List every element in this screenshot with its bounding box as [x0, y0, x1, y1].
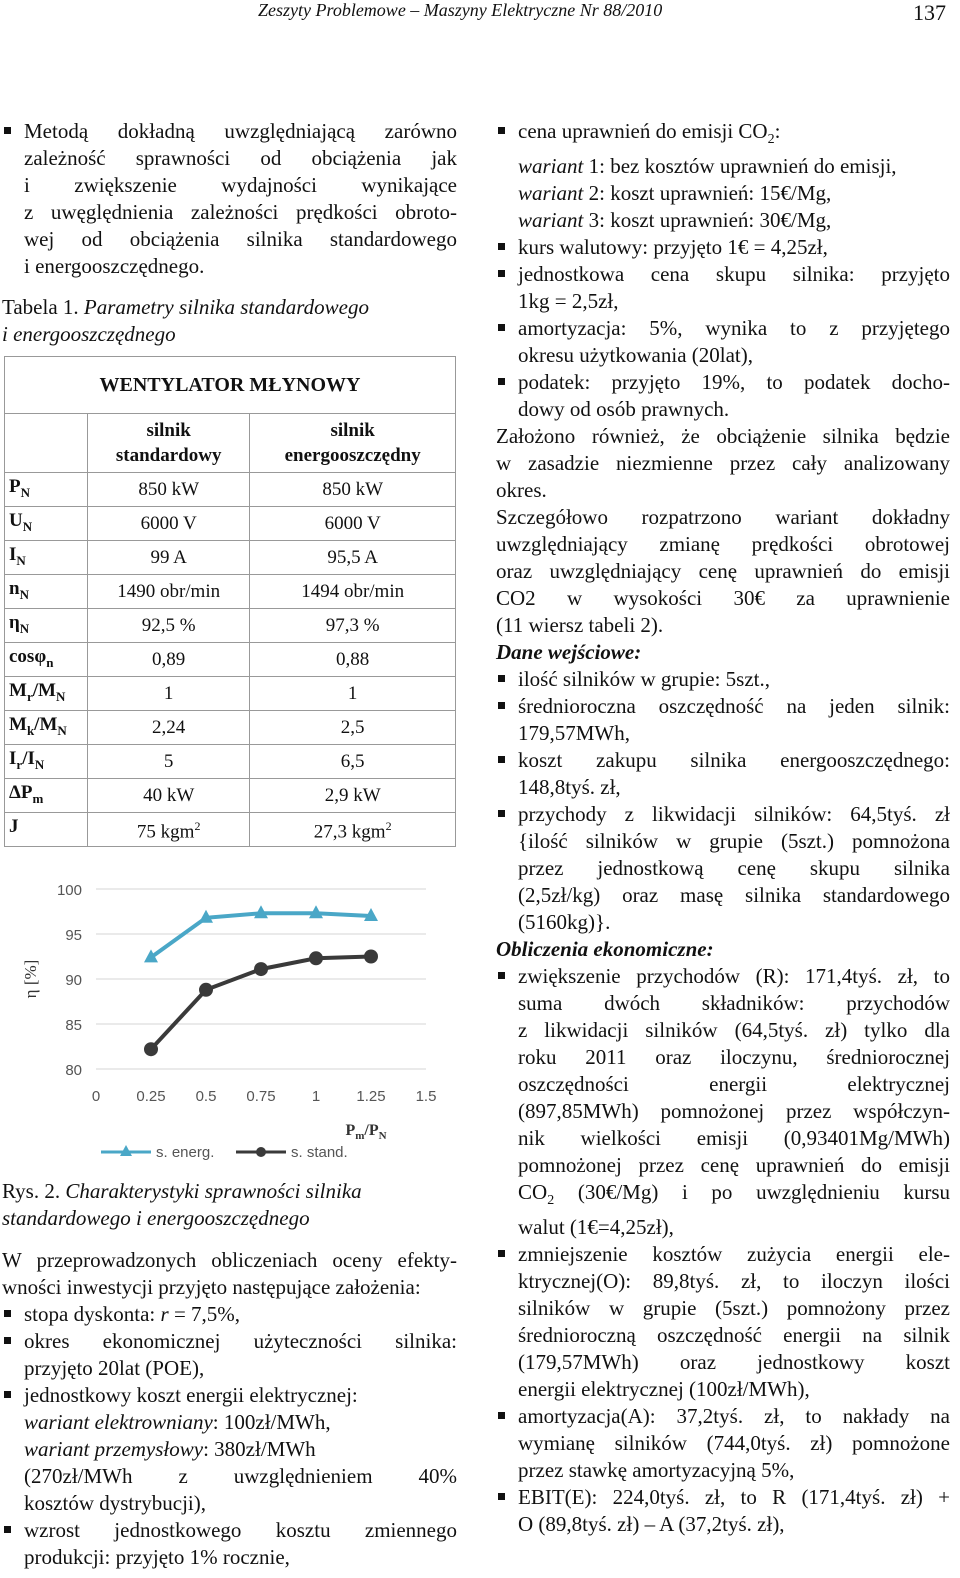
symbol-subscript: N: [19, 586, 29, 602]
param-symbol: [5, 541, 88, 575]
item-line: wzrost jednostkowego kosztu zmiennego: [24, 1518, 457, 1542]
intro-line: z uwęględnienia zależności prędkości obroto-: [24, 200, 457, 224]
value-text: 6000 V: [324, 513, 381, 534]
assumption-item: [2, 1517, 457, 1571]
energy-value: [250, 677, 456, 711]
table-corner: [5, 414, 88, 473]
standard-value: [88, 813, 250, 847]
param-symbol: [5, 779, 88, 813]
standard-value: [88, 711, 250, 745]
parameter-table: [4, 356, 456, 847]
figure-caption-text: Charakterystyki sprawności silnika: [65, 1179, 362, 1203]
standard-value: [88, 507, 250, 541]
paragraph-line: W przeprowadzonych obliczeniach oceny efekty-: [2, 1248, 457, 1272]
symbol: cosφ: [9, 646, 47, 668]
page-header: [0, 0, 960, 30]
standard-value: [88, 643, 250, 677]
x-axis-label-part: P: [345, 1122, 356, 1139]
item-text: stopa dyskonta:: [24, 1302, 161, 1326]
paragraph-line: uwzględniający zmianę prędkości obrotowej: [496, 532, 950, 557]
standard-value: [88, 677, 250, 711]
param-symbol: [5, 677, 88, 711]
symbol-subscript: N: [57, 722, 67, 738]
data-point-stand: [144, 1042, 158, 1056]
value-text: 0,88: [336, 649, 370, 670]
input-item: [496, 747, 950, 801]
item-symbol: r: [160, 1302, 169, 1326]
value-text: 850 kW: [138, 479, 200, 500]
emission-price-item: [496, 118, 950, 234]
exchange-rate-item: kurs walutowy: przyjęto 1€ = 4,25zł,: [496, 234, 950, 261]
paragraph-line: (11 wiersz tabeli 2).: [496, 613, 664, 638]
value-text: 1494 obr/min: [301, 581, 405, 602]
assumption-item: [2, 1382, 457, 1517]
symbol-subscript: n: [46, 654, 54, 670]
symbol-subscript: N: [55, 688, 66, 704]
standard-value: [88, 575, 250, 609]
value-text: 1490 obr/min: [117, 581, 221, 602]
chart-svg: [6, 869, 446, 1164]
calc-item: [496, 1484, 950, 1538]
energy-value: [250, 507, 456, 541]
value-text: 40 kW: [143, 785, 195, 806]
y-tick-label: 80: [65, 1062, 82, 1079]
subscript: 2: [547, 1193, 555, 1209]
item-line: produkcji: przyjęto 1% rocznie,: [24, 1545, 290, 1569]
paragraph-line: w zasadzie niezmienne przez cały analizowany: [496, 451, 950, 476]
x-tick-label: 1.5: [415, 1088, 437, 1105]
item-line: oszczędności energii elektrycznej: [518, 1072, 950, 1097]
intro-line: i energooszczędnego.: [24, 254, 205, 278]
calculations-heading: Obliczenia ekonomiczne:: [496, 937, 714, 962]
figure-caption-text-2: standardowego i energooszczędnego: [2, 1206, 310, 1230]
item-text: (30€/Mg) i po uwzględnieniu kursu: [554, 1180, 950, 1205]
symbol-subscript: N: [34, 756, 45, 772]
symbol-subscript: N: [20, 484, 30, 500]
param-symbol: [5, 813, 88, 847]
item-line: (179,57MWh) oraz jednostkowy koszt: [518, 1350, 950, 1375]
item-line: {ilość silników w grupie (5szt.) pomnożona: [518, 829, 950, 854]
item-line: przez jednostkową cenę skupu silnika: [518, 856, 950, 881]
x-tick-label: 1: [311, 1088, 321, 1105]
col-header-line: energooszczędny: [284, 445, 421, 466]
value-text: 1: [347, 683, 358, 704]
item-line: przychody z likwidacji silników: 64,5tyś. zł: [518, 802, 950, 827]
x-axis-label-part: /P: [364, 1122, 379, 1139]
item-text: CO: [518, 1180, 548, 1205]
paragraph-line: wności inwestycji przyjęto następujące założenia:: [2, 1275, 421, 1299]
value-text: 850 kW: [322, 479, 384, 500]
item-line: roku 2011 oraz iloczynu, średniorocznej: [518, 1045, 950, 1070]
variant-name: wariant przemysłowy: [24, 1437, 204, 1461]
table-row: [5, 473, 456, 507]
calc-item: [496, 963, 950, 1241]
item-line: O (89,8tyś. zł) – A (37,2tyś. zł),: [518, 1512, 785, 1537]
item-text: :: [774, 119, 781, 143]
table-row: [5, 677, 456, 711]
load-paragraph: [496, 423, 950, 504]
symbol-subscript: k: [26, 722, 35, 738]
intro-bullet: [2, 118, 457, 280]
item-line: ktrycznej(O): 89,8tyś. zł, to iloczyn ilości: [518, 1269, 950, 1294]
efficiency-chart: [6, 869, 446, 1164]
symbol: J: [9, 816, 19, 838]
item-line: dowy od osób prawnych.: [518, 397, 730, 422]
x-axis-label: [345, 1122, 386, 1142]
item-text: = 7,5%,: [168, 1302, 241, 1326]
y-tick-label: 90: [65, 972, 82, 989]
col-header-energy: [250, 414, 456, 473]
item-line: zwiększenie przychodów (R): 171,4tyś. zł, to: [518, 964, 950, 989]
table-row: [5, 609, 456, 643]
col-header-line: silnik: [146, 420, 191, 441]
buyback-price-item: [496, 261, 950, 315]
x-tick-label: 0: [91, 1088, 101, 1105]
item-line: amortyzacja: 5%, wynika to z przyjętego: [518, 316, 950, 341]
legend-label: s. energ.: [156, 1144, 215, 1161]
item-line: średnioroczna oszczędność na jeden silnik:: [518, 694, 950, 719]
item-line: jednostkowy koszt energii elektrycznej:: [24, 1383, 358, 1407]
standard-value: [88, 745, 250, 779]
table-row: [5, 779, 456, 813]
standard-value: [88, 609, 250, 643]
energy-value: [250, 745, 456, 779]
col-header-line: standardowy: [115, 445, 222, 466]
item-line: (5160kg)}.: [518, 910, 611, 935]
symbol: M: [9, 714, 27, 736]
value-text: 6,5: [340, 751, 365, 772]
value-text: 5: [163, 751, 174, 772]
item-line: przez stawkę amortyzacyjną 5%,: [518, 1458, 795, 1483]
standard-value: [88, 541, 250, 575]
item-text: cena uprawnień do emisji CO: [518, 119, 768, 143]
variant-name: wariant: [518, 208, 584, 233]
symbol: η: [9, 612, 20, 634]
table-row: [5, 507, 456, 541]
table-caption-text-2: i energooszczędnego: [2, 322, 176, 346]
item-line: przyjęto 20lat (POE),: [24, 1356, 205, 1380]
item-line: koszt zakupu silnika energooszczędnego:: [518, 748, 950, 773]
variant-name: wariant: [518, 181, 584, 206]
item-line: 1kg = 2,5zł,: [518, 289, 619, 314]
item-line: suma dwóch składników: przychodów: [518, 991, 950, 1016]
param-symbol: [5, 507, 88, 541]
col-header-standard: [88, 414, 250, 473]
variant-value: : 100zł/MWh,: [212, 1410, 331, 1434]
item-line: z likwidacji silników (64,5tyś. zł) tylko dla: [518, 1018, 950, 1043]
legend-label: s. stand.: [291, 1144, 348, 1161]
intro-line: wej od obciążenia silnika standardowego: [24, 227, 457, 251]
item-line: (270zł/MWh z uwzględnieniem 40%: [24, 1464, 457, 1488]
energy-value: [250, 711, 456, 745]
table-caption: [2, 294, 457, 348]
param-symbol: [5, 609, 88, 643]
symbol-subscript: N: [22, 518, 33, 534]
variant-name: wariant: [518, 154, 584, 179]
data-point-stand: [309, 951, 323, 965]
x-axis-label-subscript: m: [355, 1130, 365, 1142]
item-line: pomnożonej przez cenę uprawnień do emisji: [518, 1153, 950, 1178]
variant-name: wariant elektrowniany: [24, 1410, 213, 1434]
tax-item: [496, 369, 950, 423]
item-line: okres ekonomicznej użyteczności silnika:: [24, 1329, 457, 1353]
standard-value: [88, 473, 250, 507]
variant-value: 2: koszt uprawnień: 15€/Mg,: [583, 181, 832, 206]
value-text: 97,3 %: [325, 615, 380, 636]
energy-value: [250, 575, 456, 609]
value-sup: 2: [194, 819, 201, 834]
journal-title: Zeszyty Problemowe – Maszyny Elektryczne Nr 88/2010: [258, 0, 663, 20]
value-text: 95,5 A: [327, 547, 379, 568]
item-line: energii elektrycznej (100zł/MWh),: [518, 1377, 810, 1402]
y-tick-label: 95: [65, 927, 82, 944]
item-line: silników w grupie (5szt.) pomnożony przez: [518, 1296, 950, 1321]
energy-value: [250, 541, 456, 575]
depreciation-item: [496, 315, 950, 369]
paragraph-line: Szczegółowo rozpatrzono wariant dokładny: [496, 505, 950, 530]
right-column: [496, 118, 950, 1538]
item-line: jednostkowa cena skupu silnika: przyjęto: [518, 262, 950, 287]
symbol-subscript: N: [19, 620, 30, 636]
data-point-stand: [199, 983, 213, 997]
paragraph-line: CO2 w wysokości 30€ za uprawnienie: [496, 586, 950, 611]
x-tick-label: 0.5: [195, 1088, 217, 1105]
symbol: I: [9, 748, 17, 770]
symbol: U: [9, 510, 23, 532]
intro-line: Metodą dokładną uwzględniającą zarówno: [24, 119, 457, 143]
paragraph-line: oraz uwzględniający cenę uprawnień do emisji: [496, 559, 950, 584]
param-symbol: [5, 745, 88, 779]
param-symbol: [5, 473, 88, 507]
item-line: 179,57MWh,: [518, 721, 630, 746]
paragraph-line: Założono również, że obciążenie silnika będzie: [496, 424, 950, 449]
figure-caption-label: Rys. 2.: [2, 1179, 66, 1203]
item-line: EBIT(E): 224,0tyś. zł, to R (171,4tyś. zł) +: [518, 1485, 950, 1510]
input-item: [496, 801, 950, 936]
table-row: [5, 575, 456, 609]
item-line: zmniejszenie kosztów zużycia energii ele-: [518, 1242, 950, 1267]
value-sup: 2: [385, 819, 392, 834]
x-tick-label: 0.75: [246, 1088, 276, 1105]
variant-value: : 380zł/MWh: [203, 1437, 316, 1461]
table-row: [5, 745, 456, 779]
value-text: 75 kgm: [136, 821, 195, 843]
symbol-subscript: r: [16, 756, 23, 772]
data-point-stand: [364, 950, 378, 964]
item-line: kosztów dystrybucji),: [24, 1491, 206, 1515]
energy-value: [250, 609, 456, 643]
item-line: podatek: przyjęto 19%, to podatek docho-: [518, 370, 950, 395]
table-row: [5, 813, 456, 847]
y-tick-label: 85: [65, 1017, 82, 1034]
param-symbol: [5, 575, 88, 609]
symbol: M: [9, 680, 27, 702]
table-row: [5, 541, 456, 575]
intro-line: i zwiększenie wydajności wynikające: [24, 173, 457, 197]
symbol-subscript: N: [16, 552, 26, 568]
table-row: [5, 711, 456, 745]
standard-value: [88, 779, 250, 813]
symbol: I: [9, 544, 17, 566]
value-text: 6000 V: [140, 513, 197, 534]
y-tick-label: 100: [56, 882, 82, 899]
symbol: /M: [32, 680, 56, 702]
value-text: 0,89: [152, 649, 186, 670]
symbol: /I: [22, 748, 35, 770]
param-symbol: [5, 643, 88, 677]
energy-value: [250, 473, 456, 507]
intro-line: zależność sprawności od obciążenia jak: [24, 146, 457, 170]
value-text: 99 A: [150, 547, 187, 568]
variant-value: 3: koszt uprawnień: 30€/Mg,: [583, 208, 832, 233]
table-caption-text: Parametry silnika standardowego: [83, 295, 369, 319]
table-row: [5, 643, 456, 677]
symbol-subscript: m: [32, 790, 44, 806]
value-text: 2,5: [340, 717, 365, 738]
item-line: okresu użytkowania (20lat),: [518, 343, 754, 368]
item-line: (2,5zł/kg) oraz masę silnika standardowego: [518, 883, 950, 908]
item-line: nik wielkości emisji (0,93401Mg/MWh): [518, 1126, 950, 1151]
symbol-subscript: r: [26, 688, 33, 704]
symbol: P: [9, 476, 21, 498]
param-symbol: [5, 711, 88, 745]
value-text: 2,9 kW: [324, 785, 381, 806]
symbol: n: [9, 578, 20, 600]
item-line: [518, 1179, 950, 1214]
symbol: /M: [34, 714, 58, 736]
input-item: ilość silników w grupie: 5szt.,: [496, 666, 950, 693]
data-point-stand: [254, 962, 268, 976]
paragraph-line: okres.: [496, 478, 547, 503]
value-text: 2,24: [152, 717, 186, 738]
x-axis-label-subscript: N: [378, 1130, 387, 1142]
value-text: 92,5 %: [141, 615, 196, 636]
calc-item: [496, 1403, 950, 1484]
assumption-item: [2, 1301, 457, 1328]
item-line: 148,8tyś. zł,: [518, 775, 621, 800]
value-text: 1: [163, 683, 174, 704]
energy-value: [250, 813, 456, 847]
assumptions-paragraph: [2, 1247, 457, 1301]
y-axis-label: η [%]: [21, 959, 40, 999]
input-data-heading: Dane wejściowe:: [496, 640, 642, 665]
subscript: 2: [767, 132, 775, 148]
legend-marker: [256, 1147, 266, 1157]
figure-caption: [2, 1178, 457, 1232]
table-title: WENTYLATOR MŁYNOWY: [5, 357, 456, 414]
value-text: 27,3 kgm: [313, 821, 386, 843]
x-tick-label: 0.25: [136, 1088, 166, 1105]
item-line: wymianę silników (744,0tyś. zł) pomnożone: [518, 1431, 950, 1456]
input-item: [496, 693, 950, 747]
energy-value: [250, 779, 456, 813]
x-tick-label: 1.25: [356, 1088, 386, 1105]
item-line: średnioroczną oszczędność energii na silnik: [518, 1323, 950, 1348]
left-column: [2, 118, 457, 1571]
variant-paragraph: [496, 504, 950, 639]
page-number: 137: [913, 0, 946, 25]
item-line: amortyzacja(A): 37,2tyś. zł, to nakłady na: [518, 1404, 950, 1429]
energy-value: [250, 643, 456, 677]
calc-item: [496, 1241, 950, 1403]
assumption-item: [2, 1328, 457, 1382]
item-line: walut (1€=4,25zł),: [518, 1215, 674, 1240]
symbol: ΔP: [9, 782, 33, 804]
variant-value: 1: bez kosztów uprawnień do emisji,: [583, 154, 897, 179]
item-line: (897,85MWh) pomnożonej przez współczyn-: [518, 1099, 950, 1124]
table-caption-label: Tabela 1.: [2, 295, 84, 319]
col-header-line: silnik: [330, 420, 375, 441]
